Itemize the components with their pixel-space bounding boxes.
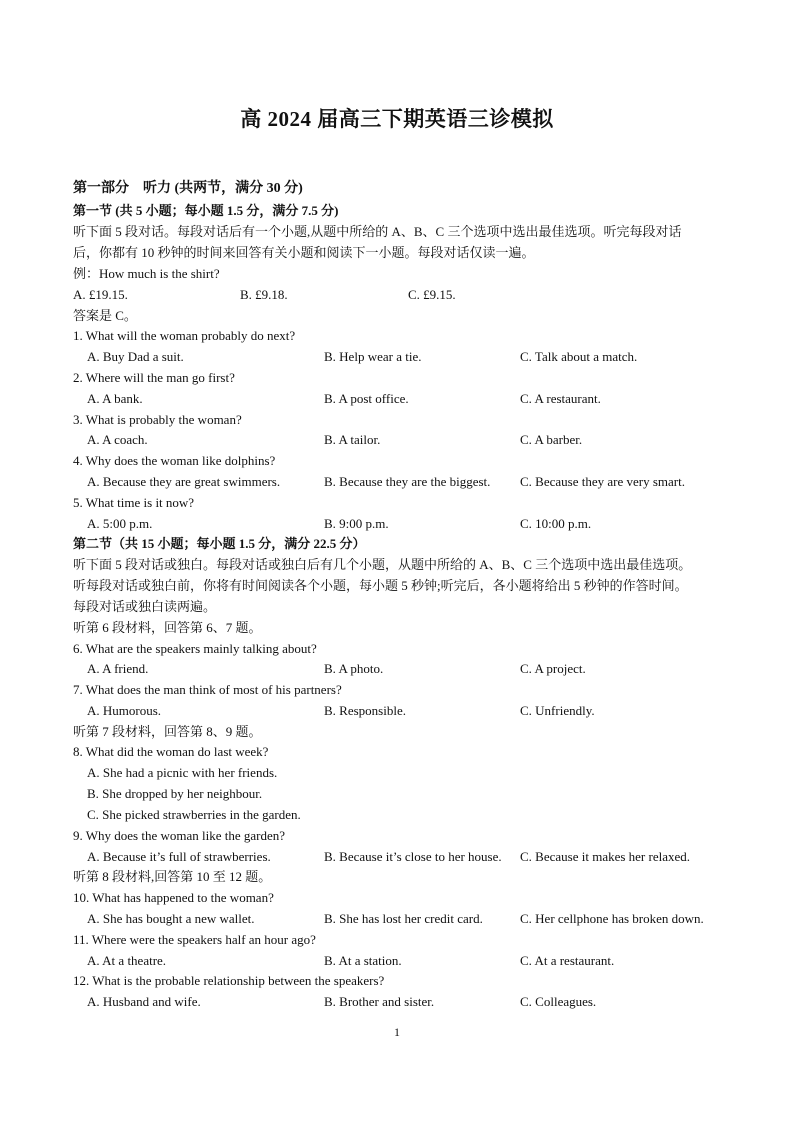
example-option-c: C. £9.15.	[408, 287, 456, 302]
section2-heading: 第二节（共 15 小题；每小题 1.5 分，满分 22.5 分）	[73, 536, 366, 551]
question-3-option-b: B. A tailor.	[324, 432, 381, 447]
question-11: 11. Where were the speakers half an hour ago?	[73, 932, 316, 947]
question-11-option-a: A. At a theatre.	[87, 953, 167, 968]
question-2-option-c: C. A restaurant.	[520, 391, 601, 406]
question-1-option-b: B. Help wear a tie.	[324, 349, 422, 364]
question-3-option-a: A. A coach.	[87, 432, 148, 447]
question-1-option-c: C. Talk about a match.	[520, 349, 638, 364]
example-option-b: B. £9.18.	[240, 287, 288, 302]
example-option-a: A. £19.15.	[73, 287, 128, 302]
question-10-option-a: A. She has bought a new wallet.	[87, 911, 255, 926]
question-6-option-b: B. A photo.	[324, 661, 384, 676]
question-12-option-b: B. Brother and sister.	[324, 994, 435, 1009]
page-title: 高 2024 届高三下期英语三诊模拟	[240, 107, 554, 131]
question-12-option-c: C. Colleagues.	[520, 994, 597, 1009]
section1-instructions-line1: 听下面 5 段对话。每段对话后有一个小题,从题中所给的 A、B、C 三个选项中选出最佳选项。听完每段对话	[73, 224, 682, 239]
question-7-option-b: B. Responsible.	[324, 703, 406, 718]
question-9: 9. Why does the woman like the garden?	[73, 828, 286, 843]
question-7-option-a: A. Humorous.	[87, 703, 162, 718]
section2-instructions-line1: 听下面 5 段对话或独白。每段对话或独白后有几个小题，从题中所给的 A、B、C 三个选项中选出最佳选项。	[73, 557, 692, 572]
question-3-option-c: C. A barber.	[520, 432, 583, 447]
question-6-option-a: A. A friend.	[87, 661, 149, 676]
question-11-option-b: B. At a station.	[324, 953, 402, 968]
question-2-option-a: A. A bank.	[87, 391, 143, 406]
section2-instructions-line3: 每段对话或独白读两遍。	[73, 599, 217, 614]
question-9-option-a: A. Because it’s full of strawberries.	[87, 849, 271, 864]
question-12: 12. What is the probable relationship between the speakers?	[73, 973, 385, 988]
section2-instructions-line2: 听每段对话或独白前，你将有时间阅读各个小题，每小题 5 秒钟;听完后，各小题将给出 5 秒钟的作答时间。	[73, 578, 688, 593]
question-5-option-c: C. 10:00 p.m.	[520, 516, 592, 531]
material-7-note: 听第 7 段材料，回答第 8、9 题。	[73, 724, 262, 739]
question-10-option-b: B. She has lost her credit card.	[324, 911, 483, 926]
question-6: 6. What are the speakers mainly talking about?	[73, 641, 317, 656]
question-10: 10. What has happened to the woman?	[73, 890, 274, 905]
question-5-option-b: B. 9:00 p.m.	[324, 516, 389, 531]
question-4-option-b: B. Because they are the biggest.	[324, 474, 491, 489]
question-8-option-b: B. She dropped by her neighbour.	[87, 786, 263, 801]
section1-instructions-line2: 后，你都有 10 秒钟的时间来回答有关小题和阅读下一小题。每段对话仅读一遍。	[73, 245, 535, 260]
part1-heading: 第一部分 听力 (共两节，满分 30 分)	[73, 181, 303, 196]
question-8-option-c: C. She picked strawberries in the garden.	[87, 807, 301, 822]
question-3: 3. What is probably the woman?	[73, 412, 242, 427]
question-6-option-c: C. A project.	[520, 661, 586, 676]
question-8: 8. What did the woman do last week?	[73, 744, 269, 759]
question-2-option-b: B. A post office.	[324, 391, 409, 406]
question-5-option-a: A. 5:00 p.m.	[87, 516, 153, 531]
question-12-option-a: A. Husband and wife.	[87, 994, 201, 1009]
question-10-option-c: C. Her cellphone has broken down.	[520, 911, 704, 926]
example-question: 例：How much is the shirt?	[73, 266, 220, 281]
page-number: 1	[394, 1025, 400, 1039]
material-8-note: 听第 8 段材料,回答第 10 至 12 题。	[73, 869, 272, 884]
question-4-option-c: C. Because they are very smart.	[520, 474, 685, 489]
section1-heading: 第一节 (共 5 小题；每小题 1.5 分，满分 7.5 分)	[73, 203, 339, 218]
question-2: 2. Where will the man go first?	[73, 370, 235, 385]
question-9-option-c: C. Because it makes her relaxed.	[520, 849, 691, 864]
question-4-option-a: A. Because they are great swimmers.	[87, 474, 281, 489]
question-11-option-c: C. At a restaurant.	[520, 953, 615, 968]
question-8-option-a: A. She had a picnic with her friends.	[87, 765, 278, 780]
question-1-option-a: A. Buy Dad a suit.	[87, 349, 184, 364]
question-7: 7. What does the man think of most of his partners?	[73, 682, 342, 697]
material-6-note: 听第 6 段材料，回答第 6、7 题。	[73, 620, 262, 635]
question-1: 1. What will the woman probably do next?	[73, 328, 296, 343]
example-answer: 答案是 C。	[73, 308, 137, 323]
question-5: 5. What time is it now?	[73, 495, 195, 510]
question-4: 4. Why does the woman like dolphins?	[73, 453, 276, 468]
question-9-option-b: B. Because it’s close to her house.	[324, 849, 502, 864]
question-7-option-c: C. Unfriendly.	[520, 703, 595, 718]
